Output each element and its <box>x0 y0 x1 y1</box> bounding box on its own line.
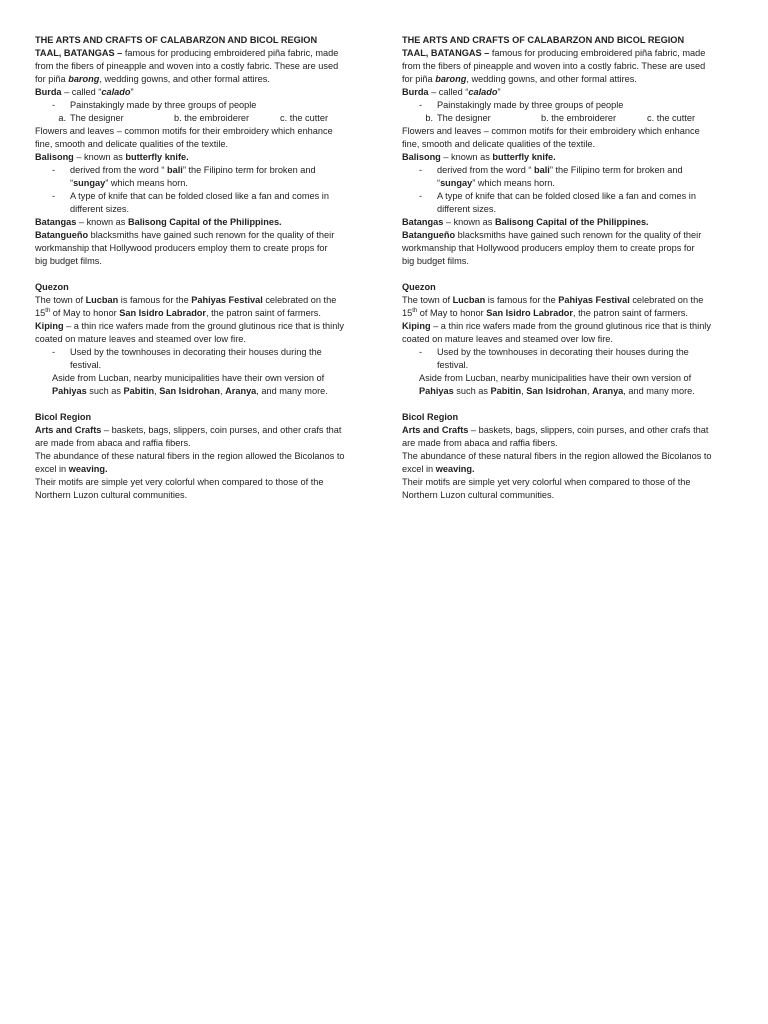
text-run: a. <box>58 113 66 123</box>
knife-bullet-line-2: different sizes. <box>70 204 130 214</box>
kiping-line-2: coated on mature leaves and steamed over low fire. <box>402 334 613 344</box>
text-run: sungay <box>73 178 106 188</box>
batangas-definition <box>402 216 744 229</box>
flowers-line-2: fine, smooth and delicate qualities of the textile. <box>402 139 596 149</box>
text-run: is famous for the <box>118 295 192 305</box>
batangueno-line-2: workmanship that Hollywood producers employ them to create props for <box>402 243 695 253</box>
section-gap <box>402 398 744 411</box>
text-run: 15 <box>35 308 46 318</box>
text-run: Balisong <box>402 152 441 162</box>
text-run: - <box>419 100 423 110</box>
roles-list <box>402 112 744 125</box>
text-run: Arts and Crafts <box>35 425 102 435</box>
balisong-definition <box>402 151 744 164</box>
text-run: - <box>52 165 56 175</box>
batangueno-line-3: big budget films. <box>402 256 469 266</box>
text-run: ” <box>130 87 134 97</box>
text-run: Balisong <box>35 152 74 162</box>
bicol-abundance-line-2 <box>402 463 744 476</box>
left-column <box>35 34 377 502</box>
text-run: Burda <box>402 87 429 97</box>
text-run: Lucban <box>452 295 486 305</box>
text-run: , and many more. <box>256 386 328 396</box>
text-run: Pabitin <box>123 386 155 396</box>
text-run: - <box>52 100 56 110</box>
text-run: c. the cutter <box>280 113 329 123</box>
text-run: Pahiyas <box>419 386 454 396</box>
text-run: , <box>521 386 527 396</box>
section-gap <box>35 268 377 281</box>
text-run: derived from the word “ <box>70 165 168 175</box>
text-run: famous for producing embroidered piña fabric, made <box>489 48 706 58</box>
text-run: calado <box>468 87 498 97</box>
flowers-paragraph: Flowers and leaves – common motifs for their embroidery which enhance <box>35 126 333 136</box>
batangas-definition <box>35 216 377 229</box>
text-run: weaving. <box>68 464 108 474</box>
taal-paragraph <box>35 47 377 60</box>
derived-bullet-line-2 <box>402 177 744 190</box>
townhouses-bullet <box>402 346 744 359</box>
text-run: Balisong Capital of the Philippines. <box>494 217 649 227</box>
text-run: calado <box>101 87 131 97</box>
right-column <box>402 34 744 502</box>
text-run: b. the embroiderer <box>174 113 250 123</box>
quezon-paragraph <box>35 294 377 307</box>
batangueno-paragraph <box>35 229 377 242</box>
text-run: Pahiyas Festival <box>191 295 263 305</box>
text-run: butterfly knife. <box>492 152 556 162</box>
knife-bullet <box>35 190 377 203</box>
quezon-line-2 <box>402 307 744 320</box>
text-run: ” the Filipino term for broken and <box>549 165 683 175</box>
text-run: Aranya <box>592 386 624 396</box>
text-run: - <box>52 191 56 201</box>
text-run: Aranya <box>225 386 257 396</box>
text-run: c. the cutter <box>647 113 696 123</box>
text-run: Batangueño <box>402 230 456 240</box>
knife-bullet <box>402 190 744 203</box>
aside-paragraph: Aside from Lucban, nearby municipalities have their own version of <box>52 373 325 383</box>
text-run: weaving. <box>435 464 475 474</box>
bicol-abundance-paragraph: The abundance of these natural fibers in the region allowed the Bicolanos to <box>402 451 712 461</box>
text-run: Kiping <box>35 321 64 331</box>
text-run: – a thin rice wafers made from the ground glutinous rice that is thinly <box>430 321 711 331</box>
text-run: Batangas <box>402 217 444 227</box>
text-run: 15 <box>402 308 413 318</box>
text-run: - <box>52 347 56 357</box>
document-title: THE ARTS AND CRAFTS OF CALABARZON AND BICOL REGION <box>35 35 318 45</box>
quezon-paragraph <box>402 294 744 307</box>
taal-line-2: from the fibers of pineapple and woven into a costly fabric. These are used <box>402 61 706 71</box>
text-run: , <box>587 386 593 396</box>
text-run: San Isidro Labrador <box>119 308 206 318</box>
quezon-heading: Quezon <box>402 282 436 292</box>
text-run: San Isidrohan <box>526 386 588 396</box>
text-run: San Isidro Labrador <box>486 308 573 318</box>
text-run: Pahiyas Festival <box>558 295 630 305</box>
text-run: – baskets, bags, slippers, coin purses, and other crafs that <box>468 425 709 435</box>
text-run: butterfly knife. <box>125 152 189 162</box>
text-run: A type of knife that can be folded closed like a fan and comes in <box>437 191 696 201</box>
derived-bullet <box>402 164 744 177</box>
text-run: San Isidrohan <box>159 386 221 396</box>
text-run: Used by the townhouses in decorating their houses during the <box>437 347 689 357</box>
kiping-paragraph <box>35 320 377 333</box>
batangueno-line-2: workmanship that Hollywood producers employ them to create props for <box>35 243 328 253</box>
knife-bullet-line-2: different sizes. <box>437 204 497 214</box>
document-title: THE ARTS AND CRAFTS OF CALABARZON AND BICOL REGION <box>402 35 685 45</box>
text-run: - <box>419 165 423 175</box>
text-run: TAAL, BATANGAS <box>402 48 482 58</box>
taal-line-3 <box>35 73 377 86</box>
text-run: , and many more. <box>623 386 695 396</box>
text-run: famous for producing embroidered piña fabric, made <box>122 48 339 58</box>
text-run: , <box>154 386 160 396</box>
text-run: of May to honor <box>50 308 120 318</box>
text-run: - <box>419 191 423 201</box>
text-run: for piña <box>402 74 436 84</box>
aside-paragraph: Aside from Lucban, nearby municipalities have their own version of <box>419 373 692 383</box>
text-run: – called “ <box>428 87 469 97</box>
derived-bullet <box>35 164 377 177</box>
text-run: b. <box>425 113 433 123</box>
text-run: barong <box>68 74 100 84</box>
townhouses-bullet-line-2: festival. <box>70 360 102 370</box>
quezon-heading: Quezon <box>35 282 69 292</box>
text-run: celebrated on the <box>629 295 704 305</box>
text-run: The town of <box>402 295 453 305</box>
text-run: Painstakingly made by three groups of people <box>437 100 624 110</box>
text-run: , the patron saint of farmers. <box>206 308 321 318</box>
balisong-definition <box>35 151 377 164</box>
text-run: celebrated on the <box>262 295 337 305</box>
bicol-motifs-line-2: Northern Luzon cultural communities. <box>35 490 188 500</box>
bicol-arts-line-2: are made from abaca and raffia fibers. <box>402 438 558 448</box>
text-run: – known as <box>443 217 495 227</box>
text-run: is famous for the <box>485 295 559 305</box>
bicol-motifs-paragraph: Their motifs are simple yet very colorful when compared to those of the <box>402 477 691 487</box>
text-run: such as <box>86 386 124 396</box>
bicol-arts-paragraph <box>35 424 377 437</box>
text-run: ” which means horn. <box>105 178 188 188</box>
text-run: - <box>419 347 423 357</box>
text-run: bali <box>534 165 550 175</box>
text-run: blacksmiths have gained such renown for the quality of their <box>88 230 335 240</box>
text-run: th <box>45 307 51 314</box>
text-run: – known as <box>73 152 126 162</box>
text-run: barong <box>435 74 467 84</box>
bicol-motifs-paragraph: Their motifs are simple yet very colorful when compared to those of the <box>35 477 324 487</box>
taal-paragraph <box>402 47 744 60</box>
text-run: , <box>220 386 226 396</box>
text-run: bali <box>167 165 183 175</box>
text-run: excel in <box>35 464 69 474</box>
burda-definition <box>35 86 377 99</box>
text-run: – <box>481 48 490 58</box>
text-run: The designer <box>70 113 124 123</box>
bicol-abundance-paragraph: The abundance of these natural fibers in the region allowed the Bicolanos to <box>35 451 345 461</box>
batangueno-paragraph <box>402 229 744 242</box>
bicol-arts-line-2: are made from abaca and raffia fibers. <box>35 438 191 448</box>
text-run: Kiping <box>402 321 431 331</box>
taal-line-3 <box>402 73 744 86</box>
text-run: Pabitin <box>490 386 522 396</box>
text-run: ” which means horn. <box>472 178 555 188</box>
bicol-heading: Bicol Region <box>402 412 459 422</box>
bicol-heading: Bicol Region <box>35 412 92 422</box>
text-run: , wedding gowns, and other formal attires. <box>466 74 637 84</box>
text-run: – known as <box>76 217 128 227</box>
text-run: derived from the word “ <box>437 165 535 175</box>
text-run: of May to honor <box>417 308 487 318</box>
text-run: excel in <box>402 464 436 474</box>
text-run: , the patron saint of farmers. <box>573 308 688 318</box>
text-run: Lucban <box>85 295 119 305</box>
groups-bullet <box>35 99 377 112</box>
text-run: – <box>114 48 123 58</box>
text-run: for piña <box>35 74 69 84</box>
roles-list <box>35 112 377 125</box>
text-run: blacksmiths have gained such renown for the quality of their <box>455 230 702 240</box>
text-run: Batangas <box>35 217 77 227</box>
flowers-line-2: fine, smooth and delicate qualities of the textile. <box>35 139 229 149</box>
text-run: – a thin rice wafers made from the ground glutinous rice that is thinly <box>63 321 344 331</box>
text-run: sungay <box>440 178 473 188</box>
batangueno-line-3: big budget films. <box>35 256 102 266</box>
bicol-motifs-line-2: Northern Luzon cultural communities. <box>402 490 555 500</box>
derived-bullet-line-2 <box>35 177 377 190</box>
text-run: Pahiyas <box>52 386 87 396</box>
text-run: – baskets, bags, slippers, coin purses, and other crafs that <box>101 425 342 435</box>
townhouses-bullet <box>35 346 377 359</box>
text-run: “ <box>437 178 441 188</box>
aside-line-2 <box>402 385 744 398</box>
text-run: ” <box>497 87 501 97</box>
section-gap <box>35 398 377 411</box>
kiping-paragraph <box>402 320 744 333</box>
text-run: ” the Filipino term for broken and <box>182 165 316 175</box>
text-run: Arts and Crafts <box>402 425 469 435</box>
text-run: th <box>412 307 418 314</box>
kiping-line-2: coated on mature leaves and steamed over low fire. <box>35 334 246 344</box>
aside-line-2 <box>35 385 377 398</box>
text-run: The town of <box>35 295 86 305</box>
text-run: – known as <box>440 152 493 162</box>
text-run: – called “ <box>61 87 102 97</box>
quezon-line-2 <box>35 307 377 320</box>
text-run: Painstakingly made by three groups of people <box>70 100 257 110</box>
flowers-paragraph: Flowers and leaves – common motifs for their embroidery which enhance <box>402 126 700 136</box>
text-run: Balisong Capital of the Philippines. <box>127 217 282 227</box>
text-run: The designer <box>437 113 491 123</box>
bicol-arts-paragraph <box>402 424 744 437</box>
text-run: Used by the townhouses in decorating their houses during the <box>70 347 322 357</box>
burda-definition <box>402 86 744 99</box>
groups-bullet <box>402 99 744 112</box>
taal-line-2: from the fibers of pineapple and woven into a costly fabric. These are used <box>35 61 339 71</box>
townhouses-bullet-line-2: festival. <box>437 360 469 370</box>
text-run: such as <box>453 386 491 396</box>
text-run: A type of knife that can be folded closed like a fan and comes in <box>70 191 329 201</box>
text-run: Batangueño <box>35 230 89 240</box>
text-run: “ <box>70 178 74 188</box>
section-gap <box>402 268 744 281</box>
text-run: b. the embroiderer <box>541 113 617 123</box>
bicol-abundance-line-2 <box>35 463 377 476</box>
text-run: Burda <box>35 87 62 97</box>
text-run: TAAL, BATANGAS <box>35 48 115 58</box>
text-run: , wedding gowns, and other formal attires. <box>99 74 270 84</box>
